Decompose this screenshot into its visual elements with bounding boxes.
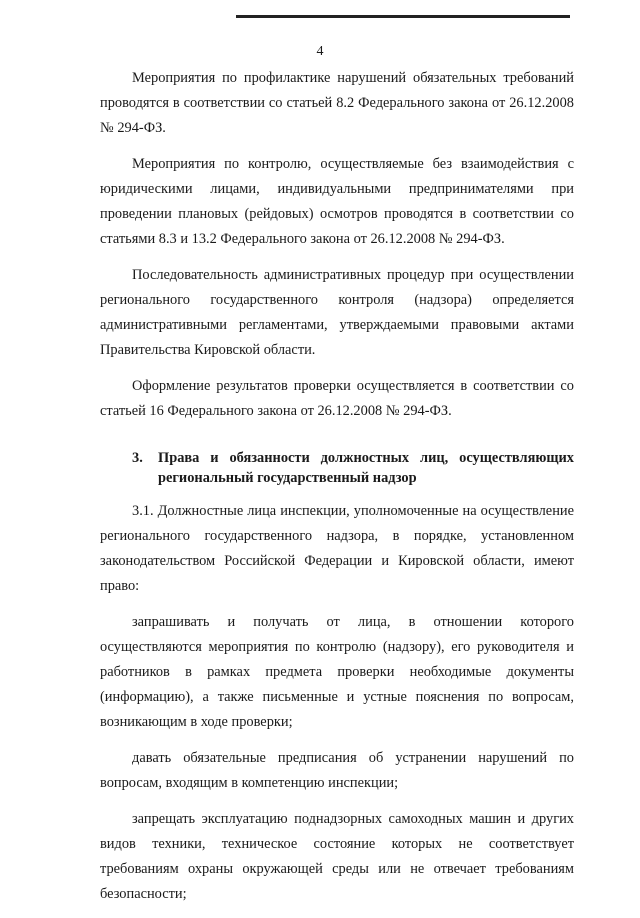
- page-number: 4: [316, 44, 324, 59]
- section-number: 3.: [132, 450, 143, 466]
- paragraph-inspection-results: Оформление результатов проверки осуществляется в соответствии со статьей 16 Федерального закона от 26.12.2008 № 294-ФЗ.: [100, 378, 574, 419]
- paragraph-right-issue-orders: давать обязательные предписания об устранении нарушений по вопросам, входящим в компетенцию инспекции;: [100, 750, 574, 791]
- paragraph-prevention: Мероприятия по профилактике нарушений обязательных требований проводятся в соответствии со статьей 8.2 Федерального закона от 26.12.2008 № 294-ФЗ.: [100, 70, 574, 136]
- paragraph-right-request-documents: запрашивать и получать от лица, в отношении которого осуществляются мероприятия по контролю (надзору), его руководителя и работников в рамках предмета проверки необходимые документы (информацию), а также письменные и устные пояснения по вопросам, возникающим в ходе проверки;: [100, 614, 574, 730]
- top-scan-line: [236, 15, 570, 18]
- section-heading: [100, 448, 574, 488]
- section-title: Права и обязанности должностных лиц, осуществляющих региональный государственный надзор: [158, 450, 574, 486]
- document-body: [100, 66, 574, 918]
- paragraph-procedure-sequence: Последовательность административных процедур при осуществлении регионального государственного контроля (надзора) определяется административными регламентами, утверждаемыми правовыми актами Правительства Кировской области.: [100, 267, 574, 358]
- paragraph-3-1: 3.1. Должностные лица инспекции, уполномоченные на осуществление регионального государственного надзора, в порядке, установленном законодательством Российской Федерации и Кировской области, имеют право:: [100, 503, 574, 594]
- paragraph-right-prohibit-operation: запрещать эксплуатацию поднадзорных самоходных машин и других видов техники, техническое состояние которых не соответствует требованиям охраны окружающей среды или не отвечает требованиям безопасности;: [100, 811, 574, 902]
- paragraph-control-measures: Мероприятия по контролю, осуществляемые без взаимодействия с юридическими лицами, индивидуальными предпринимателями при проведении плановых (рейдовых) осмотров проводятся в соответствии со статьями 8.3 и 13.2 Федерального закона от 26.12.2008 № 294-ФЗ.: [100, 156, 574, 247]
